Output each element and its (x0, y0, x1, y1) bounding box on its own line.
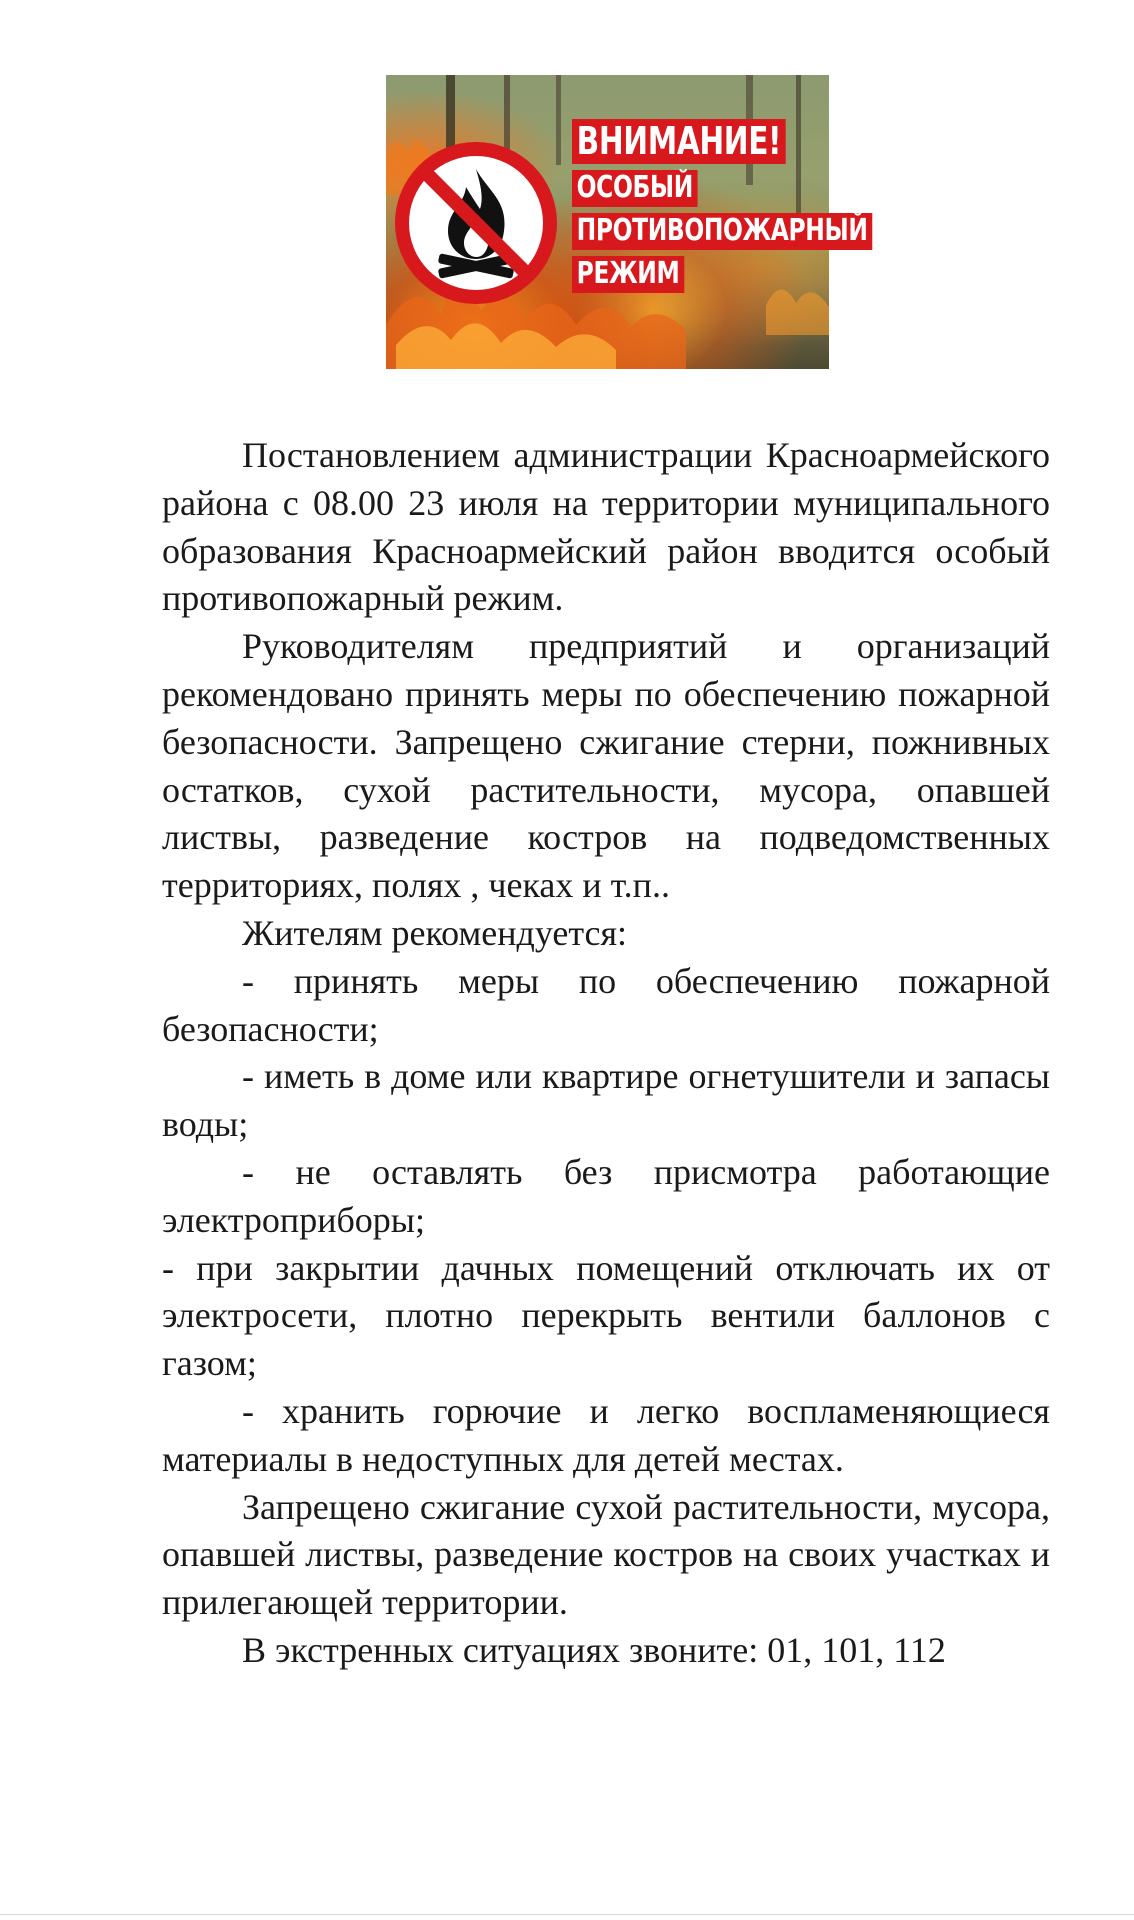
paragraph-prohibited: Запрещено сжигание сухой растительности, мусора, опавшей листвы, разведение костров на своих участках и прилегающей территории. (162, 1486, 1050, 1623)
paragraph-emergency-phones: В экстренных ситуациях звоните: 01, 101, 112 (242, 1629, 946, 1670)
list-item-fire-safety: - принять меры по обеспечению пожарной безопасности; (162, 960, 1050, 1049)
no-fire-icon (392, 139, 560, 307)
page-divider (0, 1914, 1134, 1915)
announcement-body (162, 432, 1050, 1675)
list-item-extinguishers: - иметь в доме или квартире огнетушители и запасы воды; (162, 1056, 1050, 1145)
fire-warning-banner (386, 75, 868, 369)
banner-line-attention: ВНИМАНИЕ! (572, 119, 786, 164)
paragraph-organizations: Руководителям предприятий и организаций рекомендовано принять меры по обеспечению пожарной безопасности. Запрещено сжигание стерни, пожнивных остатков, сухой растительности, мусора, опавшей листвы, разведение костров на подведомственных территориях, полях , чеках и т.п.. (162, 626, 1050, 906)
banner-line-regime: РЕЖИМ (572, 256, 684, 293)
paragraph-decree: Постановлением администрации Красноармейского района с 08.00 23 июля на территории муниципального образования Красноармейский район вводится особый противопожарный режим. (162, 435, 1050, 619)
banner-line-special: ОСОБЫЙ (572, 170, 698, 207)
banner-line-fire-prevention: ПРОТИВОПОЖАРНЫЙ (572, 213, 872, 250)
list-item-dacha: - при закрытии дачных помещений отключать их от электросети, плотно перекрыть вентили баллонов с газом; (162, 1247, 1050, 1384)
list-item-appliances: - не оставлять без присмотра работающие электроприборы; (162, 1151, 1050, 1240)
banner-headline (572, 119, 868, 299)
list-item-flammables: - хранить горючие и легко воспламеняющиеся материалы в недоступных для детей местах. (162, 1390, 1050, 1479)
paragraph-residents-heading: Жителям рекомендуется: (242, 912, 628, 953)
